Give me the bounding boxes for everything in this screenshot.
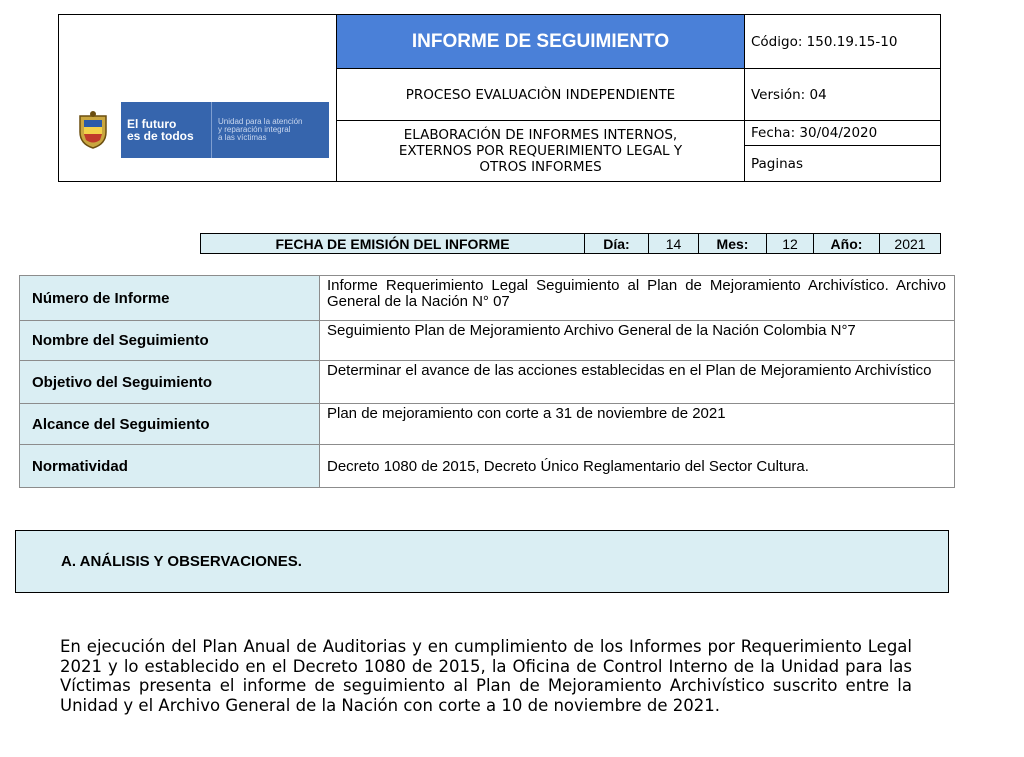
procedure-line3: OTROS INFORMES — [479, 159, 602, 175]
document-pages: Paginas — [751, 155, 803, 172]
section-heading: A. ANÁLISIS Y OBSERVACIONES. — [15, 530, 949, 593]
month-label: Mes: — [699, 234, 767, 253]
logo-slogan-line1: El futuro — [127, 117, 177, 131]
document-code: Código: 150.19.15-10 — [745, 15, 940, 69]
row-label: Número de Informe — [20, 276, 320, 320]
day-value: 14 — [649, 234, 699, 253]
table-row — [20, 445, 954, 487]
emission-label: FECHA DE EMISIÓN DEL INFORME — [201, 234, 585, 253]
emission-date-row — [200, 233, 941, 254]
colombia-coat-of-arms-icon — [65, 102, 121, 158]
document-date: Fecha: 30/04/2020 — [745, 121, 940, 146]
procedure-line2: EXTERNOS POR REQUERIMIENTO LEGAL Y — [398, 143, 683, 159]
year-label: Año: — [814, 234, 880, 253]
procedure-line1: ELABORACIÓN DE INFORMES INTERNOS, — [403, 127, 678, 143]
day-label: Día: — [585, 234, 649, 253]
table-row — [20, 321, 954, 361]
row-value: Seguimiento Plan de Mejoramiento Archivo General de la Nación Colombia N°7 — [327, 322, 856, 339]
institution-logo — [65, 102, 329, 158]
row-label: Alcance del Seguimiento — [20, 404, 320, 444]
row-value: Plan de mejoramiento con corte a 31 de noviembre de 2021 — [327, 405, 726, 422]
report-title: INFORME DE SEGUIMIENTO — [337, 15, 745, 69]
row-value: Decreto 1080 de 2015, Decreto Único Reglamentario del Sector Cultura. — [327, 458, 809, 475]
month-value: 12 — [767, 234, 814, 253]
logo-cell — [59, 15, 337, 181]
logo-slogan-line2: es de todos — [127, 129, 194, 143]
report-info-table — [19, 275, 955, 488]
row-value: Informe Requerimiento Legal Seguimiento al Plan de Mejoramiento Archivístico. Archivo General de la Nación N° 07 — [327, 277, 946, 310]
logo-unit-name — [211, 102, 329, 158]
document-version: Versión: 04 — [745, 69, 940, 121]
row-label: Objetivo del Seguimiento — [20, 361, 320, 403]
logo-unit-line2: y reparación integral — [218, 125, 291, 134]
process-name: PROCESO EVALUACIÒN INDEPENDIENTE — [337, 69, 745, 121]
procedure-name — [337, 121, 745, 181]
year-value: 2021 — [894, 235, 926, 252]
body-paragraph: En ejecución del Plan Anual de Auditorias y en cumplimiento de los Informes por Requerimiento Legal 2021 y lo establecido en el Decreto 1080 de 2015, la Oficina de Control Interno de la Unidad para las Víctimas presenta el informe de seguimiento al Plan de Mejoramiento Archivístico suscrito entre la Unidad y el Archivo General de la Nación con corte a 10 de noviembre de 2021. — [60, 637, 912, 715]
logo-unit-line1: Unidad para la atención — [218, 117, 303, 126]
logo-unit-line3: a las víctimas — [218, 133, 267, 142]
row-value: Determinar el avance de las acciones establecidas en el Plan de Mejoramiento Archivístico — [327, 362, 932, 379]
table-row — [20, 404, 954, 445]
logo-slogan — [121, 102, 211, 158]
row-label: Nombre del Seguimiento — [20, 321, 320, 360]
table-row — [20, 276, 954, 321]
row-label: Normatividad — [20, 445, 320, 487]
document-header-table — [58, 14, 941, 182]
table-row — [20, 361, 954, 404]
